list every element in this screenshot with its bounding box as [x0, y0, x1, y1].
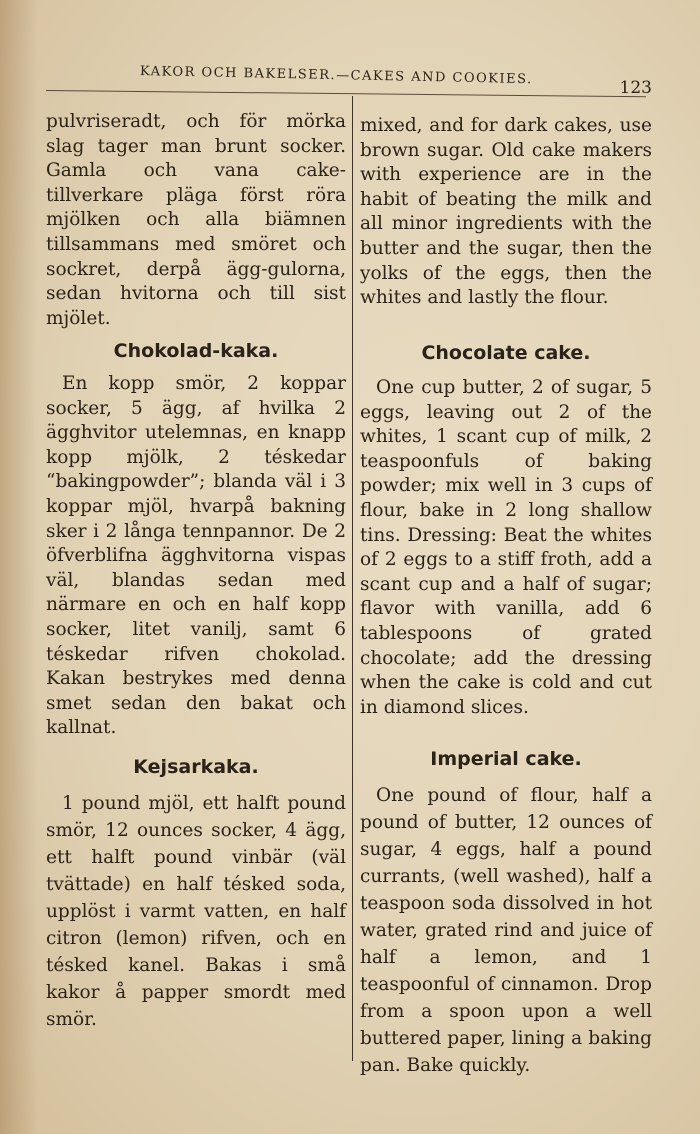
left-recipe2-title: Kejsarkaka.	[133, 756, 259, 778]
header-rule	[46, 90, 646, 97]
right-recipe1-paragraph	[360, 376, 652, 720]
left-recipe2-paragraph	[46, 790, 346, 1033]
left-recipe2-text: 1 pound mjöl, ett halft pound smör, 12 ounces socker, 4 ägg, ett halft pound vinbär (väl tvättade) en half tésked soda, upplöst i varmt vatten, en half citron (lemon) rifven, och en tésked kanel. Bakas i små kakor å papper smordt med smör.	[46, 793, 346, 1030]
left-recipe1-text: En kopp smör, 2 koppar socker, 5 ägg, af hvilka 2 ägghvitor utelemnas, en knapp kopp mjölk, 2 téskedar “bakingpowder”; blanda väl i 3 koppar mjöl, hvarpå bakning sker i 2 långa tennpannor. De 2 öfverblifna ägghvitorna vispas väl, blandas sedan med närmare en och en half kopp socker, litet vanilj, samt 6 téskedar rifven chokolad. Kakan bestrykes med denna smet sedan den bakat och kallnat.	[46, 373, 346, 739]
right-recipe2-paragraph	[360, 782, 652, 1079]
left-recipe1-title: Chokolad-kaka.	[113, 340, 279, 362]
left-recipe1-paragraph	[46, 372, 346, 741]
page-header	[40, 60, 660, 98]
left-intro-paragraph	[46, 110, 346, 331]
right-intro-text: mixed, and for dark cakes, use brown sugar. Old cake makers with experience are in the habit of beating the milk and all minor ingredients with the butter and the sugar, then the yolks of the eggs, then the whites and lastly the flour.	[360, 115, 652, 309]
right-recipe2-text: One pound of flour, half a pound of butter, 12 ounces of sugar, 4 eggs, half a pound currants, (well washed), half a teaspoon soda dissolved in hot water, grated rind and juice of half a lemon, and 1 teaspoonful of cinnamon. Drop from a spoon upon a well buttered paper, lining a baking pan. Bake quickly.	[360, 785, 652, 1076]
left-intro-text: pulvriseradt, och för mörka slag tager man brunt socker. Gamla och vana cake-tillverkare pläga först röra mjölken och alla biämnen tillsammans med smöret och sockret, derpå ägg-gulorna, sedan hvitorna och till sist mjölet.	[46, 111, 346, 329]
running-title: KAKOR OCH BAKELSER.—CAKES AND COOKIES.	[139, 64, 533, 88]
column-divider	[352, 96, 353, 1061]
page-edge-shadow	[0, 0, 38, 1134]
right-intro-paragraph	[360, 114, 652, 311]
right-recipe1-title: Chocolate cake.	[421, 342, 591, 364]
page-number: 123	[619, 78, 652, 98]
right-recipe1-text: One cup butter, 2 of sugar, 5 eggs, leaving out 2 of the whites, 1 scant cup of milk, 2 teaspoonfuls of baking powder; mix well in 3 cups of flour, bake in 2 long shallow tins. Dressing: Beat the whites of 2 eggs to a stiff froth, add a scant cup and a half of sugar; flavor with vanilla, add 6 tablespoons of grated chocolate; add the dressing when the cake is cold and cut in diamond slices.	[360, 377, 652, 718]
right-recipe2-title: Imperial cake.	[430, 748, 582, 770]
